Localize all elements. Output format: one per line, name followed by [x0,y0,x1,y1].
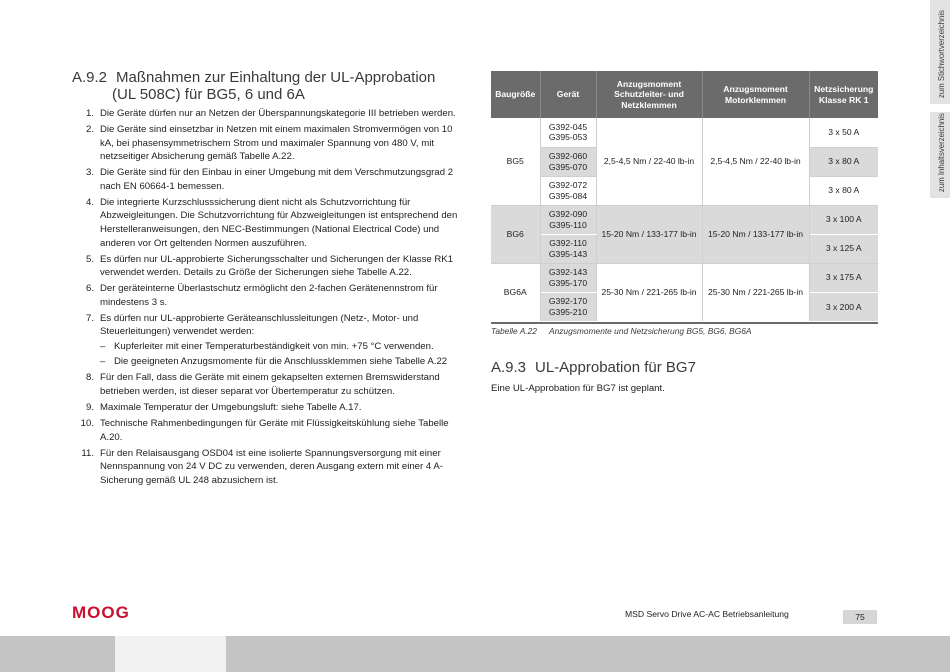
item-text: Es dürfen nur UL-approbierte Sicherungsschalter und Sicherungen der Klasse RK1 verwendet werden. Details zu Größe der Sicherungen siehe Tabelle A.22. [100,253,454,279]
size-cell: BG5 [491,118,540,205]
list-item [72,312,462,369]
contents-link[interactable]: zum Inhaltsverzeichnis [937,113,946,192]
dash-bullet: – [100,340,106,352]
torque-motor-cell: 25-30 Nm / 221-265 lb-in [702,263,809,321]
sub-list [100,340,462,369]
column-header: Anzugsmoment Motorklemmen [702,71,809,118]
column-header: Baugröße [491,71,540,118]
column-header: Gerät [540,71,596,118]
list-item [72,253,462,280]
section-number: A.9.2 [72,69,108,86]
item-number: 10. [80,417,94,429]
torque-net-cell: 2,5-4,5 Nm / 22-40 lb-in [596,118,702,205]
item-number: 4. [85,196,94,208]
fuse-cell: 3 x 125 A [809,234,878,263]
section-heading-a92 [72,69,472,103]
section-title-line1: Maßnahmen zur Einhaltung der UL-Approbation [116,69,436,86]
table-caption [491,326,752,336]
table-row [491,263,878,292]
item-number: 1. [85,108,94,119]
sub-list-item [100,340,462,354]
list-item [72,417,462,444]
keyword-index-link[interactable]: zum Stichwortverzeichnis [937,10,946,98]
section-number: A.9.3 [491,359,527,376]
device-cell: G392-143 G395-170 [540,263,596,292]
item-number: 11. [81,447,94,459]
sub-list-item [100,355,462,369]
table-row [491,205,878,234]
list-item [72,107,462,121]
item-number: 6. [85,283,94,295]
item-text: Die Geräte dürfen nur an Netzen der Überspannungskategorie III betrieben werden. [100,108,456,119]
sub-item-text: Die geeigneten Anzugsmomente für die Anschlussklemmen siehe Tabelle A.22 [114,356,448,368]
item-text: Für den Relaisausgang OSD04 ist eine isolierte Spannungsversorgung mit einer Nennspannung von 24 V DC zu verwenden, deren Ausgang extern mit einer 4 A-Sicherung gemäß UL 248 abzusichern ist. [100,447,443,486]
torque-net-cell: 25-30 Nm / 221-265 lb-in [596,263,702,321]
torque-net-cell: 15-20 Nm / 133-177 lb-in [596,205,702,263]
list-item [72,282,462,309]
item-text: Maximale Temperatur der Umgebungsluft: siehe Tabelle A.17. [100,402,362,413]
keyword-index-tab[interactable] [930,0,950,104]
requirements-list [72,107,462,490]
item-text: Die Geräte sind für den Einbau in einer Umgebung mit dem Verschmutzungsgrad 2 nach EN 60664-1 bemessen. [100,167,454,192]
item-text: Technische Rahmenbedingungen für Geräte mit Flüssigkeitskühlung siehe Tabelle A.20. [100,417,449,443]
section-heading-a93 [491,359,696,376]
item-number: 8. [85,372,94,384]
caption-text: Anzugsmomente und Netzsicherung BG5, BG6, BG6A [549,326,752,336]
torque-motor-cell: 2,5-4,5 Nm / 22-40 lb-in [702,118,809,205]
item-text: Die Geräte sind einsetzbar in Netzen mit einem maximalen Stromvermögen von 10 kA, bei phasensymmetrischem Strom und maximaler Spannung von 480 V, mit netzseitiger Absicherung gemäß Tabelle A.22. [100,123,453,163]
item-text: Die integrierte Kurzschlusssicherung dient nicht als Schutzvorrichtung für Abzweigleitungen. Die Schutzvorrichtung für Abzweigleitungen ist entsprechend den Herstelleranweisungen, den NEC-Bestimmungen (National Electrical Code) und anderen vor Ort geltenden Normen auszuführen. [100,196,458,249]
contents-tab[interactable] [930,112,950,198]
table-row [491,118,878,147]
size-cell: BG6A [491,263,540,321]
section-a93-body: Eine UL-Approbation für BG7 ist geplant. [491,383,665,394]
page-number: 75 [843,610,877,624]
moog-logo: MOOG [72,603,130,622]
document-title: MSD Servo Drive AC-AC Betriebsanleitung [625,609,789,619]
list-item [72,447,462,488]
column-header: Anzugsmoment Schutzleiter- und Netzklemmen [596,71,702,118]
list-item [72,371,462,398]
list-item [72,196,462,250]
caption-number: Tabelle A.22 [491,326,537,336]
item-text: Es dürfen nur UL-approbierte Geräteanschlussleitungen (Netz-, Motor- und Steuerleitungen) verwendet werden: [100,312,419,338]
size-cell: BG6 [491,205,540,263]
section-title: UL-Approbation für BG7 [535,359,696,376]
device-cell: G392-060 G395-070 [540,147,596,176]
torque-fuse-table [491,71,878,321]
item-number: 2. [85,123,94,135]
fuse-cell: 3 x 80 A [809,176,878,205]
bottom-tab [115,636,226,672]
item-number: 9. [85,402,94,413]
device-cell: G392-045 G395-053 [540,118,596,147]
table-header-row [491,71,878,118]
list-item [72,123,462,164]
device-cell: G392-090 G395-110 [540,205,596,234]
section-title-line2: (UL 508C) für BG5, 6 und 6A [112,86,305,103]
device-cell: G392-072 G395-084 [540,176,596,205]
table-bottom-rule [491,322,878,324]
item-number: 7. [85,312,94,324]
item-text: Für den Fall, dass die Geräte mit einem gekapselten externen Bremswiderstand betrieben werden, ist dieser separat vor Übertemperatur zu schützen. [100,372,440,398]
column-header: Netzsicherung Klasse RK 1 [809,71,878,118]
fuse-cell: 3 x 175 A [809,263,878,292]
fuse-cell: 3 x 200 A [809,292,878,321]
list-item [72,166,462,193]
device-cell: G392-170 G395-210 [540,292,596,321]
item-number: 5. [85,253,94,265]
torque-motor-cell: 15-20 Nm / 133-177 lb-in [702,205,809,263]
item-text: Der geräteinterne Überlastschutz ermöglicht den 2-fachen Gerätenennstrom für mindestens 3 s. [100,283,438,308]
fuse-cell: 3 x 80 A [809,147,878,176]
dash-bullet: – [100,356,106,368]
list-item [72,401,462,415]
device-cell: G392-110 G395-143 [540,234,596,263]
fuse-cell: 3 x 100 A [809,205,878,234]
item-number: 3. [85,167,94,179]
fuse-cell: 3 x 50 A [809,118,878,147]
sub-item-text: Kupferleiter mit einer Temperaturbeständigkeit von min. +75 °C verwenden. [114,340,434,352]
